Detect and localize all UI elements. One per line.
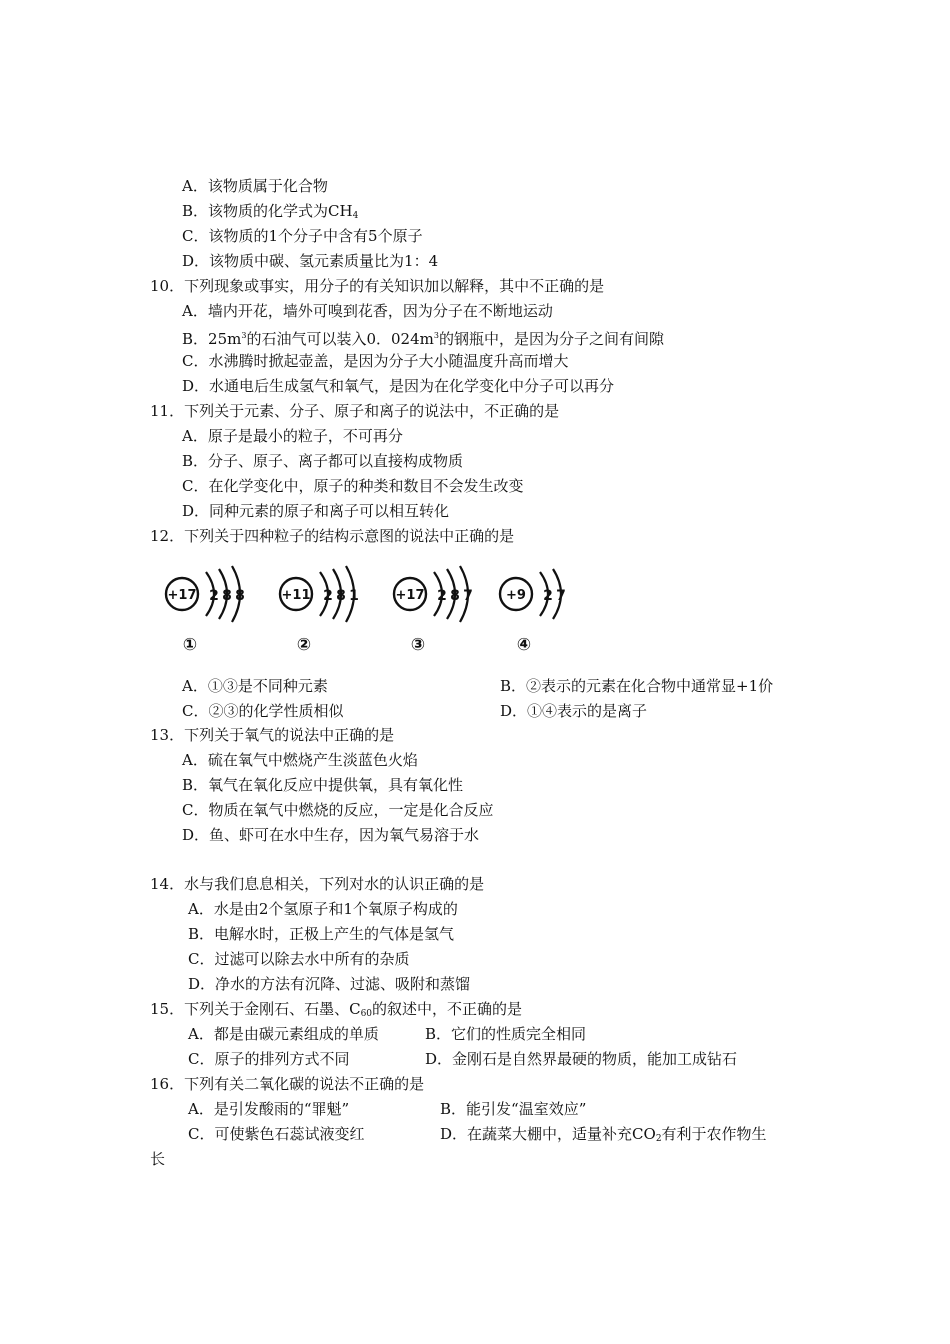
particle-label-3: ③ xyxy=(410,635,426,655)
electron-count-3-2: 8 xyxy=(450,588,460,604)
electron-count-2-3: 1 xyxy=(349,588,359,604)
particle-label-4: ④ xyxy=(516,635,532,655)
q15-option-c: C．原子的排列方式不同 xyxy=(188,1050,350,1068)
q11-option-a: A．原子是最小的粒子，不可再分 xyxy=(182,427,403,445)
q12-stem: 12．下列关于四种粒子的结构示意图的说法中正确的是 xyxy=(150,527,515,545)
q10-option-b-part2: 的石油气可以装入0．024m xyxy=(246,330,434,348)
q16-option-d-wrap: 长 xyxy=(150,1150,166,1168)
q15-stem-text-end: 的叙述中，不正确的是 xyxy=(372,1000,523,1018)
q16-option-d xyxy=(440,1124,767,1149)
q16-option-d-text-end: 有利于农作物生 xyxy=(661,1125,767,1143)
atomic-structure-diagrams xyxy=(160,562,580,662)
q15-stem xyxy=(150,999,522,1024)
q14-option-b: B．电解水时，正极上产生的气体是氢气 xyxy=(188,925,455,943)
q13-option-c: C．物质在氧气中燃烧的反应，一定是化合反应 xyxy=(182,801,494,819)
electron-count-4-1: 2 xyxy=(543,588,553,604)
q10-option-b-sup2: 3 xyxy=(433,331,439,340)
electron-count-1-3: 8 xyxy=(235,588,245,604)
q9-option-b-text: B．该物质的化学式为CH xyxy=(182,202,353,220)
electron-count-3-1: 2 xyxy=(437,588,447,604)
q10-option-b-part3: 的钢瓶中，是因为分子之间有间隙 xyxy=(438,330,664,348)
q12-option-d: D．①④表示的是离子 xyxy=(500,702,648,720)
q15-stem-text: 15．下列关于金刚石、石墨、C xyxy=(150,1000,361,1018)
q9-option-d: D．该物质中碳、氢元素质量比为1：4 xyxy=(182,252,439,270)
q16-option-a: A．是引发酸雨的“罪魁” xyxy=(188,1100,350,1118)
q11-option-d: D．同种元素的原子和离子可以相互转化 xyxy=(182,502,450,520)
q9-option-a: A．该物质属于化合物 xyxy=(182,177,328,195)
q14-option-c: C．过滤可以除去水中所有的杂质 xyxy=(188,950,410,968)
q11-option-b: B．分子、原子、离子都可以直接构成物质 xyxy=(182,452,464,470)
nucleus-charge-3: +17 xyxy=(395,588,425,603)
q10-option-c: C．水沸腾时掀起壶盖，是因为分子大小随温度升高而增大 xyxy=(182,352,569,370)
q14-stem: 14．水与我们息息相关，下列对水的认识正确的是 xyxy=(150,875,485,893)
q14-option-a: A．水是由2个氢原子和1个氧原子构成的 xyxy=(188,900,458,918)
q10-option-d: D．水通电后生成氢气和氧气，是因为在化学变化中分子可以再分 xyxy=(182,377,615,395)
electron-count-1-2: 8 xyxy=(222,588,232,604)
q9-option-c: C．该物质的1个分子中含有5个原子 xyxy=(182,227,423,245)
q14-option-d: D．净水的方法有沉降、过滤、吸附和蒸馏 xyxy=(188,975,471,993)
electron-count-2-1: 2 xyxy=(323,588,333,604)
q12-option-b: B．②表示的元素在化合物中通常显+1价 xyxy=(500,677,774,695)
nucleus-charge-1: +17 xyxy=(167,588,197,603)
q16-option-d-subscript: 2 xyxy=(655,1134,662,1144)
electron-count-1-1: 2 xyxy=(209,588,219,604)
q13-option-a: A．硫在氧气中燃烧产生淡蓝色火焰 xyxy=(182,751,418,769)
particle-label-1: ① xyxy=(182,635,198,655)
q15-option-a: A．都是由碳元素组成的单质 xyxy=(188,1025,379,1043)
q10-option-b-sup1: 3 xyxy=(241,331,247,340)
electron-count-3-3: 7 xyxy=(463,588,473,604)
q16-option-d-text: D．在蔬菜大棚中，适量补充CO xyxy=(440,1125,656,1143)
q12-option-c: C．②③的化学性质相似 xyxy=(182,702,344,720)
electron-count-2-2: 8 xyxy=(336,588,346,604)
q15-stem-subscript: 60 xyxy=(360,1009,373,1019)
q9-option-b-subscript: 4 xyxy=(352,211,359,221)
q16-option-b: B．能引发“温室效应” xyxy=(440,1100,587,1118)
q11-option-c: C．在化学变化中，原子的种类和数目不会发生改变 xyxy=(182,477,524,495)
q15-option-b: B．它们的性质完全相同 xyxy=(425,1025,587,1043)
q15-option-d: D．金刚石是自然界最硬的物质，能加工成钻石 xyxy=(425,1050,738,1068)
q9-option-b xyxy=(182,201,358,226)
q10-stem: 10．下列现象或事实，用分子的有关知识加以解释，其中不正确的是 xyxy=(150,277,605,295)
q16-option-c: C．可使紫色石蕊试液变红 xyxy=(188,1125,365,1143)
q13-stem: 13．下列关于氧气的说法中正确的是 xyxy=(150,726,395,744)
electron-count-4-2: 7 xyxy=(556,588,566,604)
q12-option-a: A．①③是不同种元素 xyxy=(182,677,328,695)
nucleus-charge-2: +11 xyxy=(281,588,311,603)
q16-stem: 16．下列有关二氧化碳的说法不正确的是 xyxy=(150,1075,425,1093)
q13-option-d: D．鱼、虾可在水中生存，因为氧气易溶于水 xyxy=(182,826,480,844)
particle-label-2: ② xyxy=(296,635,312,655)
q11-stem: 11．下列关于元素、分子、原子和离子的说法中，不正确的是 xyxy=(150,402,560,420)
q13-option-b: B．氧气在氧化反应中提供氧，具有氧化性 xyxy=(182,776,464,794)
q10-option-a: A．墙内开花，墙外可嗅到花香，因为分子在不断地运动 xyxy=(182,302,553,320)
nucleus-charge-4: +9 xyxy=(506,588,526,603)
q10-option-b-part1: B．25m xyxy=(182,330,242,348)
q10-option-b xyxy=(182,326,664,349)
atomic-structure-svg xyxy=(160,562,580,662)
